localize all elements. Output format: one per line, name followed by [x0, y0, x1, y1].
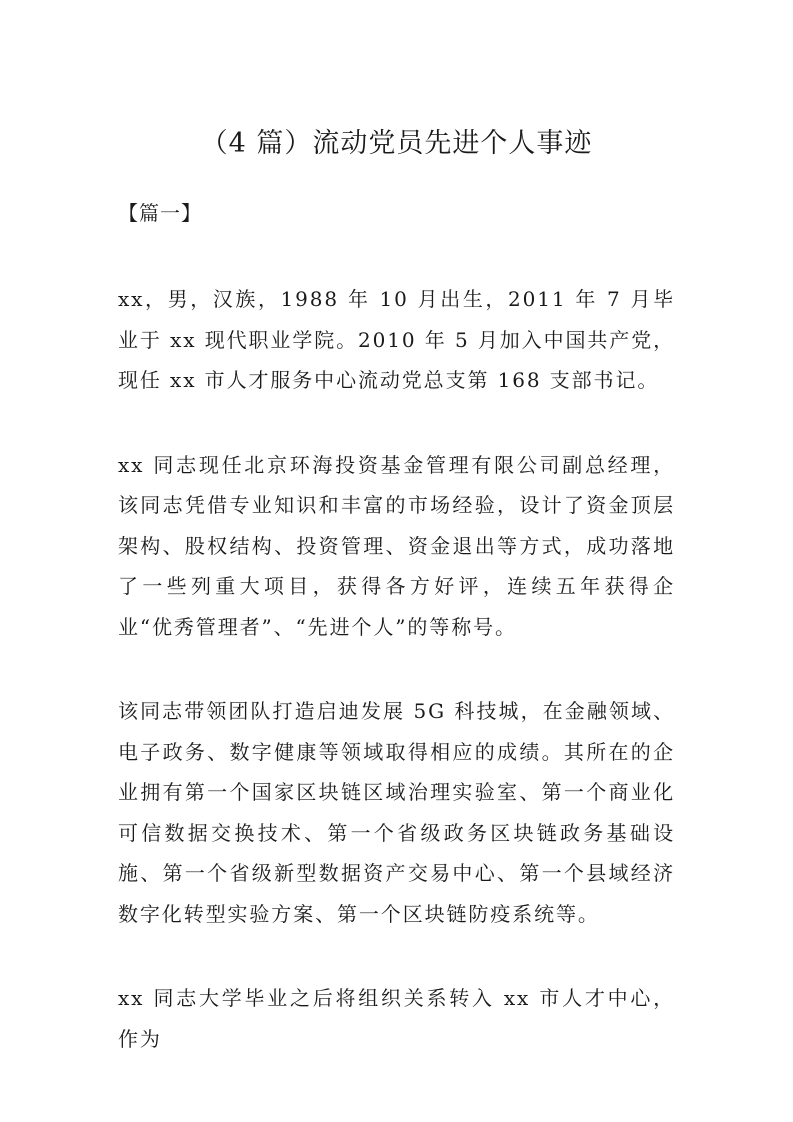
- paragraph: xx 同志大学毕业之后将组织关系转入 xx 市人才中心，作为: [118, 986, 675, 1051]
- paragraph: xx，男，汉族，1988 年 10 月出生，2011 年 7 月毕业于 xx 现代职业学院。2010 年 5 月加入中国共产党，现任 xx 市人才服务中心流动党总支第 168 支部书记。: [118, 287, 675, 392]
- section-label: 【篇一】: [118, 201, 202, 225]
- paragraph: xx 同志现任北京环海投资基金管理有限公司副总经理，该同志凭借专业知识和丰富的市场经验，设计了资金顶层架构、股权结构、投资管理、资金退出等方式，成功落地了一些列重大项目，获得各方好评，连续五年获得企业“优秀管理者”、“先进个人”的等称号。: [118, 452, 675, 639]
- document-title: （4 篇）流动党员先进个人事迹: [200, 128, 593, 159]
- document-body: [118, 279, 675, 1103]
- paragraph: 该同志带领团队打造启迪发展 5G 科技城，在金融领域、电子政务、数字健康等领域取得相应的成绩。其所在的企业拥有第一个国家区块链区域治理实验室、第一个商业化可信数据交换技术、第一个省级政务区块链政务基础设施、第一个省级新型数据资产交易中心、第一个县域经济数字化转型实验方案、第一个区块链防疫系统等。: [118, 699, 675, 926]
